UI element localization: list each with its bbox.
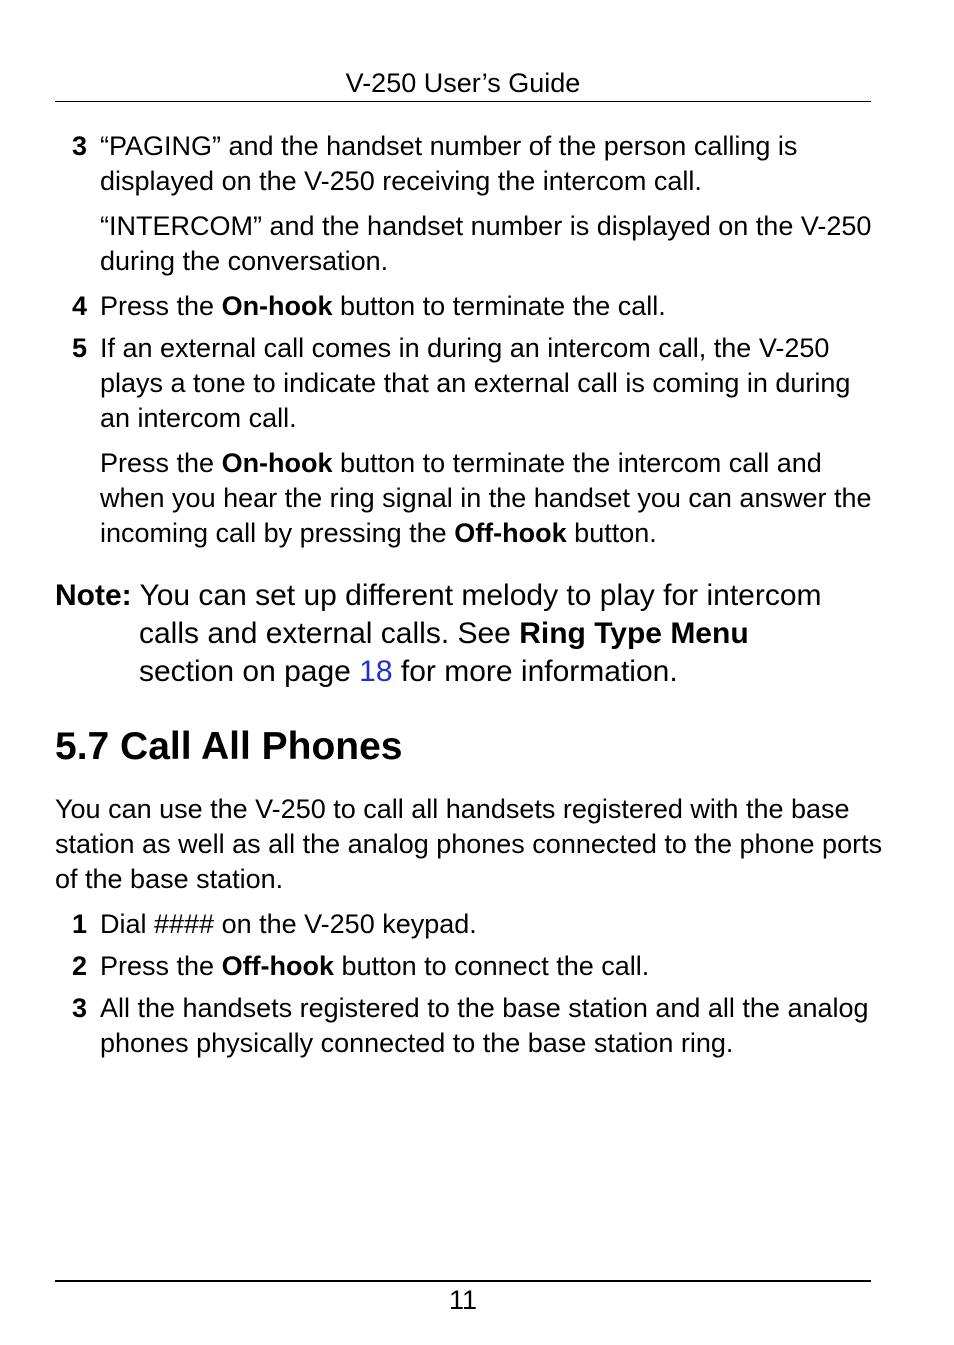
- step-text: Press the Off-hook button to connect the call.: [100, 951, 650, 981]
- off-hook-term: Off-hook: [454, 518, 567, 548]
- step-text: Press the On-hook button to terminate the call.: [100, 291, 666, 321]
- note-block: Note: You can set up different melody to play for intercom calls and external calls. See Ring Type Menu section on page 18 for more information.: [55, 579, 822, 688]
- note-label: Note:: [55, 579, 132, 612]
- step-number: 3: [72, 993, 88, 1023]
- step-text: “PAGING” and the handset number of the person calling is displayed on the V-250 receiving the intercom call.: [100, 131, 798, 196]
- page-link[interactable]: 18: [359, 655, 393, 688]
- ring-type-menu-term: Ring Type Menu: [519, 617, 749, 650]
- step-text: If an external call comes in during an intercom call, the V-250 plays a tone to indicate that an external call is coming in during an intercom call.: [100, 333, 851, 433]
- step-5-paragraph: Press the On-hook button to terminate the intercom call and when you hear the ring signal in the handset you can answer the incoming call by pressing the Off-hook button.: [100, 448, 872, 548]
- section-intro: You can use the V-250 to call all handsets registered with the base station as well as all the analog phones connected to the phone ports of the base station.: [55, 794, 883, 894]
- step-number: 3: [72, 131, 88, 161]
- step-text: Dial #### on the V-250 keypad.: [100, 909, 477, 939]
- section-title: 5.7 Call All Phones: [55, 725, 403, 768]
- off-hook-term: Off-hook: [221, 951, 335, 981]
- step-3-paragraph: “INTERCOM” and the handset number is displayed on the V-250 during the conversation.: [100, 211, 872, 276]
- step-number: 4: [72, 291, 88, 321]
- on-hook-term: On-hook: [221, 448, 333, 478]
- page-header: V-250 User’s Guide: [345, 68, 581, 98]
- step-number: 1: [72, 909, 88, 939]
- step-number: 2: [72, 951, 88, 981]
- on-hook-term: On-hook: [221, 291, 333, 321]
- footer-rule: [55, 1280, 871, 1282]
- page-number: 11: [448, 1285, 478, 1315]
- step-number: 5: [72, 333, 88, 363]
- header-rule: [55, 101, 871, 102]
- step-text: All the handsets registered to the base station and all the analog phones physically connected to the base station ring.: [100, 993, 869, 1058]
